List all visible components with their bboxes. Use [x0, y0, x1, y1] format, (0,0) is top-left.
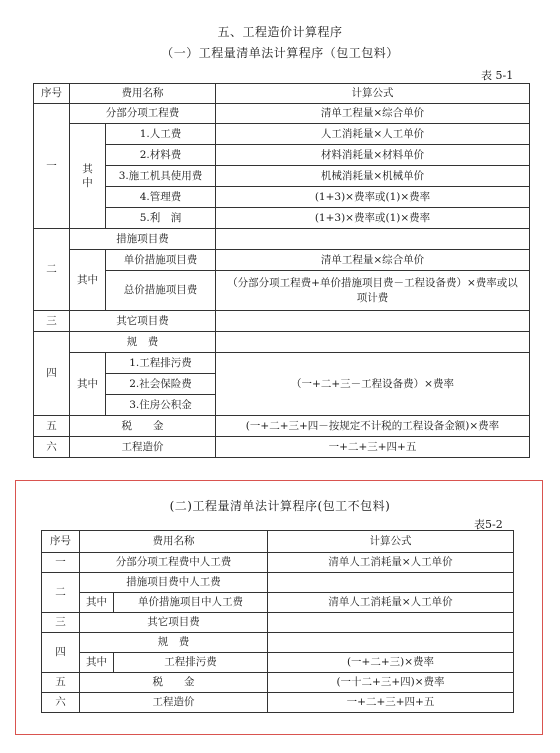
fee-formula: （一+二+三－工程设备费）×费率 — [216, 353, 530, 416]
fee-formula: 一+二+三+四+五 — [268, 693, 514, 713]
fee-formula-empty — [216, 229, 530, 250]
fee-formula-empty — [216, 332, 530, 353]
table1-title: （一）工程量清单法计算程序（包工包料） — [161, 46, 399, 60]
table-row — [42, 593, 514, 613]
row-number: 二 — [34, 229, 70, 311]
row-number: 六 — [42, 693, 80, 713]
table-row — [34, 104, 530, 124]
table-row — [42, 573, 514, 593]
table-row — [34, 271, 530, 311]
row-number: 一 — [34, 104, 70, 229]
table-row — [42, 633, 514, 653]
fee-formula: (1+3)×费率或(1)×费率 — [216, 208, 530, 229]
fee-formula: (一十二+三+四)×费率 — [268, 673, 514, 693]
fee-formula: 人工消耗量×人工单价 — [216, 124, 530, 145]
header-seq: 序号 — [34, 84, 70, 104]
row-number: 六 — [34, 437, 70, 458]
fee-name: 规 费 — [70, 332, 216, 353]
table-row — [34, 166, 530, 187]
fee-name: 5.利 润 — [106, 208, 216, 229]
fee-name: 分部分项工程费中人工费 — [80, 553, 268, 573]
table-row — [34, 124, 530, 145]
fee-name: 4.管理费 — [106, 187, 216, 208]
header-name: 费用名称 — [80, 531, 268, 553]
subitem-label: 其中 — [80, 653, 114, 673]
fee-name: 3.住房公积金 — [106, 395, 216, 416]
row-number: 三 — [34, 311, 70, 332]
table-row — [42, 673, 514, 693]
table-row — [34, 145, 530, 166]
table-row — [34, 332, 530, 353]
fee-name: 总价措施项目费 — [106, 271, 216, 311]
header-formula: 计算公式 — [216, 84, 530, 104]
row-number: 二 — [42, 573, 80, 613]
fee-name: 工程造价 — [80, 693, 268, 713]
fee-formula-empty — [268, 633, 514, 653]
fee-formula: 一+二+三+四+五 — [216, 437, 530, 458]
fee-name: 规 费 — [80, 633, 268, 653]
fee-name: 单价措施项目中人工费 — [114, 593, 268, 613]
table-row — [42, 553, 514, 573]
fee-name: 分部分项工程费 — [70, 104, 216, 124]
table-5-2 — [41, 530, 514, 713]
row-number: 三 — [42, 613, 80, 633]
table-header-row — [42, 531, 514, 553]
fee-formula: (1+3)×费率或(1)×费率 — [216, 187, 530, 208]
fee-name: 措施项目费 — [70, 229, 216, 250]
fee-formula: 材料消耗量×材料单价 — [216, 145, 530, 166]
fee-name: 2.材料费 — [106, 145, 216, 166]
fee-formula: 清单工程量×综合单价 — [216, 104, 530, 124]
fee-name: 税 金 — [80, 673, 268, 693]
header-formula: 计算公式 — [268, 531, 514, 553]
fee-formula: 清单工程量×综合单价 — [216, 250, 530, 271]
row-number: 一 — [42, 553, 80, 573]
subitem-label: 其中 — [70, 353, 106, 416]
section-title: 五、工程造价计算程序 — [217, 25, 343, 39]
table2-title: (二)工程量清单法计算程序(包工不包料) — [169, 499, 391, 513]
fee-formula: （分部分项工程费+单价措施项目费－工程设备费）×费率或以项计费 — [216, 271, 530, 311]
table1-number: 表 5-1 — [481, 69, 514, 82]
subitem-label: 其中 — [80, 593, 114, 613]
fee-formula: 机械消耗量×机械单价 — [216, 166, 530, 187]
fee-name: 其它项目费 — [80, 613, 268, 633]
row-number: 五 — [42, 673, 80, 693]
subitem-label: 其中 — [70, 250, 106, 311]
fee-formula: 清单人工消耗量×人工单价 — [268, 593, 514, 613]
table-row — [34, 208, 530, 229]
table-row — [34, 229, 530, 250]
fee-formula: (一+二+三)×费率 — [268, 653, 514, 673]
fee-name: 工程造价 — [70, 437, 216, 458]
fee-name: 工程排污费 — [114, 653, 268, 673]
row-number: 四 — [42, 633, 80, 673]
fee-name: 3.施工机具使用费 — [106, 166, 216, 187]
table-row — [34, 416, 530, 437]
table-row — [34, 311, 530, 332]
table-row — [42, 653, 514, 673]
fee-name: 税 金 — [70, 416, 216, 437]
fee-formula: 清单人工消耗量×人工单价 — [268, 553, 514, 573]
fee-name: 1.人工费 — [106, 124, 216, 145]
table-row — [34, 437, 530, 458]
table2-number: 表5-2 — [474, 518, 503, 531]
row-number: 四 — [34, 332, 70, 416]
row-number: 五 — [34, 416, 70, 437]
table-header-row — [34, 84, 530, 104]
fee-name: 措施项目费中人工费 — [80, 573, 268, 593]
table-row — [34, 250, 530, 271]
header-name: 费用名称 — [70, 84, 216, 104]
table-row — [34, 187, 530, 208]
fee-formula-empty — [216, 311, 530, 332]
fee-formula-empty — [268, 613, 514, 633]
table-5-1 — [33, 83, 530, 458]
fee-name: 单价措施项目费 — [106, 250, 216, 271]
subitem-label: 其中 — [70, 124, 106, 229]
table-row — [34, 353, 530, 374]
fee-formula: (一+二+三+四－按规定不计税的工程设备金额)×费率 — [216, 416, 530, 437]
table-row — [42, 613, 514, 633]
fee-name: 其它项目费 — [70, 311, 216, 332]
table-row — [42, 693, 514, 713]
header-seq: 序号 — [42, 531, 80, 553]
fee-formula-empty — [268, 573, 514, 593]
fee-name: 2.社会保险费 — [106, 374, 216, 395]
fee-name: 1.工程排污费 — [106, 353, 216, 374]
